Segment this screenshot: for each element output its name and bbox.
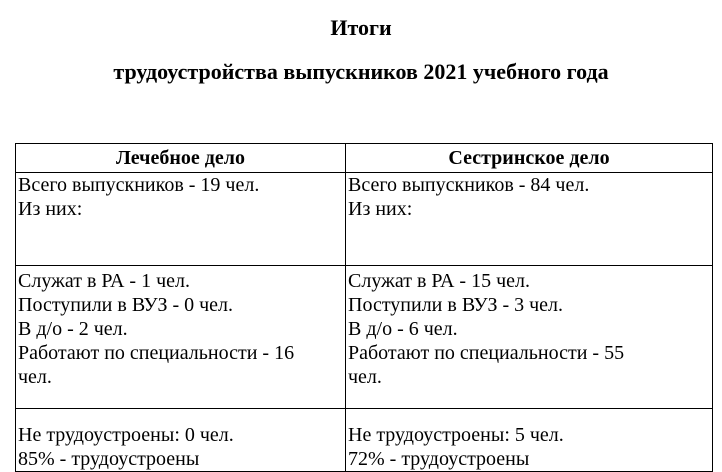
text-line: Всего выпускников - 84 чел. bbox=[348, 174, 590, 196]
text-line: В д/о - 6 чел. bbox=[348, 318, 458, 340]
cell-nursing-unemployed bbox=[346, 409, 713, 472]
text-line: Служат в РА - 1 чел. bbox=[18, 270, 191, 292]
text-line: Не трудоустроены: 5 чел. bbox=[348, 424, 564, 446]
text-line: В д/о - 2 чел. bbox=[18, 318, 128, 340]
document-subtitle: трудоустройства выпускников 2021 учебного года bbox=[113, 59, 609, 84]
text-line: Работают по специальности - 16 bbox=[18, 342, 295, 364]
column-header-nursing: Сестринское дело bbox=[346, 144, 713, 173]
table-row-totals bbox=[16, 173, 713, 266]
cell-general-medicine-totals bbox=[16, 173, 346, 266]
text-line: Поступили в ВУЗ - 3 чел. bbox=[348, 294, 564, 316]
text-line: 85% - трудоустроены bbox=[18, 448, 200, 470]
cell-nursing-totals bbox=[346, 173, 713, 266]
document-title: Итоги bbox=[330, 15, 392, 40]
cell-nursing-details bbox=[346, 266, 713, 409]
text-line: Не трудоустроены: 0 чел. bbox=[18, 424, 234, 446]
table-row-unemployed bbox=[16, 409, 713, 472]
table-header-row bbox=[16, 144, 713, 173]
text-line: Служат в РА - 15 чел. bbox=[348, 270, 531, 292]
text-line: Работают по специальности - 55 bbox=[348, 342, 625, 364]
cell-general-medicine-details bbox=[16, 266, 346, 409]
text-line: Поступили в ВУЗ - 0 чел. bbox=[18, 294, 234, 316]
employment-results-table bbox=[15, 143, 713, 472]
cell-general-medicine-unemployed bbox=[16, 409, 346, 472]
column-header-general-medicine: Лечебное дело bbox=[16, 144, 346, 173]
text-line: 72% - трудоустроены bbox=[348, 448, 530, 470]
table-row-details bbox=[16, 266, 713, 409]
text-line: чел. bbox=[348, 366, 382, 388]
text-line: Из них: bbox=[348, 198, 413, 220]
text-line: Из них: bbox=[18, 198, 83, 220]
text-line: чел. bbox=[18, 366, 52, 388]
text-line: Всего выпускников - 19 чел. bbox=[18, 174, 260, 196]
